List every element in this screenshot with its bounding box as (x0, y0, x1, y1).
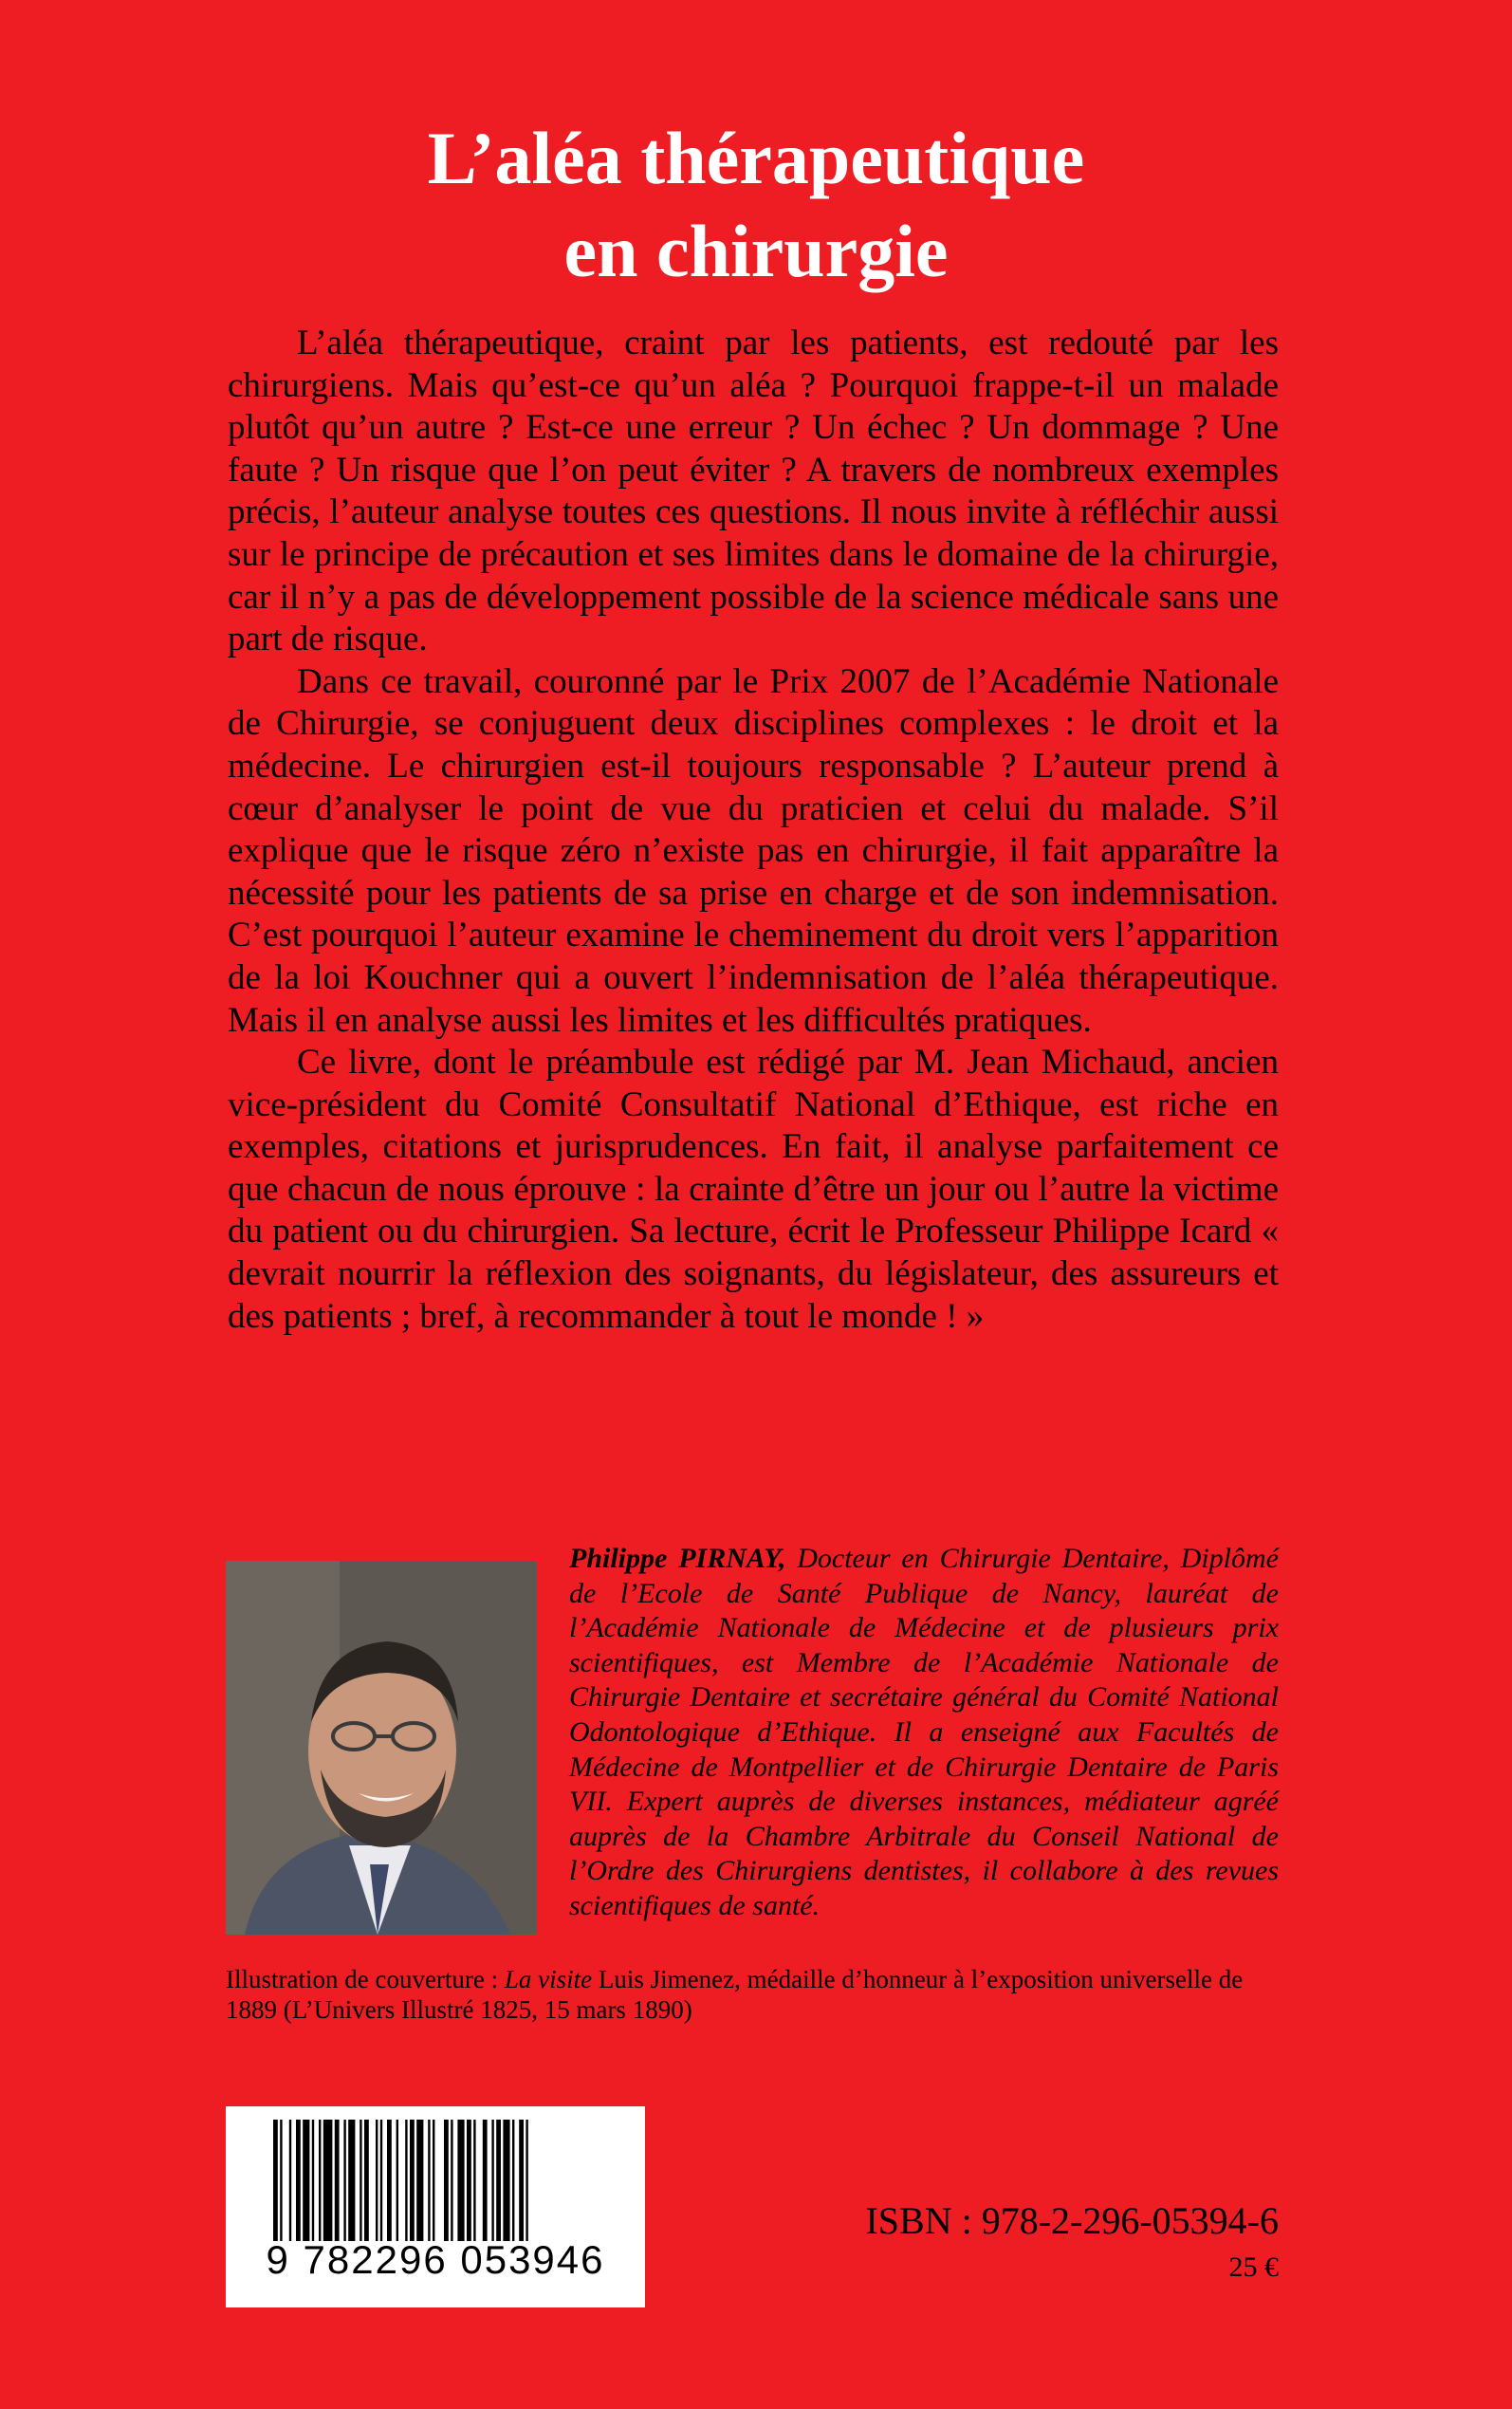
barcode-bar (467, 2120, 471, 2241)
barcode (226, 2106, 645, 2307)
barcode-bar (323, 2120, 333, 2241)
barcode-bar (289, 2120, 291, 2241)
barcode-bar (503, 2120, 509, 2241)
author-portrait (226, 1561, 537, 1935)
barcode-bar (526, 2120, 527, 2241)
summary-paragraph: L’aléa thérapeutique, craint par les patients, est redouté par les chirurgiens. Mais qu’est-ce qu’un aléa ? Pourquoi frappe-t-il un malade plutôt qu’un autre ? Est-ce une erreur ? Un échec ? Un dommage ? Une faute ? Un risque que l’on peut éviter ? A travers de nombreux exemples précis, l’auteur analyse toutes ces questions. Il nous invite à réfléchir aussi sur le principe de précaution et ses limites dans le domaine de la chirurgie, car il n’y a pas de développement possible de la science médicale sans une part de risque. (228, 324, 1279, 659)
barcode-bar (380, 2120, 382, 2241)
barcode-bar (343, 2120, 345, 2241)
barcode-bar (312, 2120, 314, 2241)
barcode-bar (387, 2120, 392, 2241)
summary-paragraph: Ce livre, dont le préambule est rédigé par M. Jean Michaud, ancien vice-président du Comité Consultatif National d’Ethique, est riche en exemples, citations et jurisprudences. En fait, il analyse parfaitement ce que chacun de nous éprouve : la crainte d’être un jour ou l’autre la victime du patient ou du chirurgien. Sa lecture, écrit le Professeur Philippe Icard « devrait nourrir la réflexion des soignants, du législateur, des assureurs et des patients ; bref, à recommander à tout le monde ! » (228, 1043, 1279, 1336)
illustration-rest: Luis Jimenez, médaille d’honneur à l’exposition universelle de 1889 (L’Univers Illustré 1825, 15 mars 1890) (226, 1965, 1244, 2024)
author-biography (569, 1542, 1279, 1924)
barcode-bar (319, 2120, 321, 2241)
barcode-bar (496, 2120, 501, 2241)
illustration-prefix: Illustration de couverture : (226, 1965, 505, 1993)
author-photo (226, 1561, 537, 1935)
barcode-bar (348, 2120, 355, 2241)
barcode-bars (273, 2120, 598, 2241)
barcode-bar (364, 2120, 369, 2241)
barcode-bar (512, 2120, 514, 2241)
title-line-1: L’aléa thérapeutique (427, 117, 1085, 199)
barcode-bar (405, 2120, 407, 2241)
illustration-credit (226, 1964, 1279, 2025)
title-line-2: en chirurgie (563, 210, 949, 292)
barcode-bar (457, 2120, 464, 2241)
barcode-bar (416, 2120, 423, 2241)
barcode-bar (376, 2120, 378, 2241)
barcode-bar (280, 2120, 282, 2241)
barcode-bar (360, 2120, 361, 2241)
barcode-bar (428, 2120, 430, 2241)
barcode-bar (410, 2120, 415, 2241)
barcode-bar (519, 2120, 524, 2241)
back-cover-summary (228, 323, 1279, 1338)
barcode-bar (483, 2120, 488, 2241)
author-bio-text: Docteur en Chirurgie Dentaire, Diplômé de l’Ecole de Santé Publique de Nancy, lauréat de l’Académie Nationale de Médecine et de plusieurs prix scientifiques, est Membre de l’Académie Nationale de Chirurgie Dentaire et secrétaire général du Comité National Odontologique d’Ethique. Il a enseigné aux Facultés de Médecine de Montpellier et de Chirurgie Dentaire de Paris VII. Expert auprès de diverses instances, médiateur agréé auprès de la Chambre Arbitrale du Conseil National de l’Ordre des Chirurgiens dentistes, il collabore à des revues scientifiques de santé. (569, 1543, 1280, 1921)
barcode-digits: 9 782296 053946 (266, 2237, 605, 2282)
author-name: Philippe PIRNAY, (569, 1543, 786, 1574)
barcode-bar (296, 2120, 301, 2241)
illustration-work-title: La visite (504, 1965, 593, 1993)
barcode-bar (273, 2120, 278, 2241)
book-title (0, 112, 1512, 298)
barcode-bar (396, 2120, 398, 2241)
barcode-bar (451, 2120, 452, 2241)
barcode-bar (303, 2120, 309, 2241)
price: 25 € (1228, 2251, 1279, 2283)
barcode-bar (433, 2120, 434, 2241)
barcode-bar (473, 2120, 475, 2241)
barcode-bar (444, 2120, 449, 2241)
barcode-bar (491, 2120, 493, 2241)
barcode-bar (335, 2120, 340, 2241)
summary-paragraph: Dans ce travail, couronné par le Prix 2007 de l’Académie Nationale de Chirurgie, se conjuguent deux disciplines complexes : le droit et la médecine. Le chirurgien est-il toujours responsable ? L’auteur prend à cœur d’analyser le point de vue du praticien et celui du malade. S’il explique que le risque zéro n’existe pas en chirurgie, il fait apparaître la nécessité pour les patients de sa prise en charge et de son indemnisation. C’est pourquoi l’auteur examine le cheminement du droit vers l’apparition de la loi Kouchner qui a ouvert l’indemnisation de l’aléa thérapeutique. Mais il en analyse aussi les limites et les difficultés pratiques. (228, 661, 1279, 1040)
isbn: ISBN : 978-2-296-05394-6 (865, 2199, 1279, 2242)
